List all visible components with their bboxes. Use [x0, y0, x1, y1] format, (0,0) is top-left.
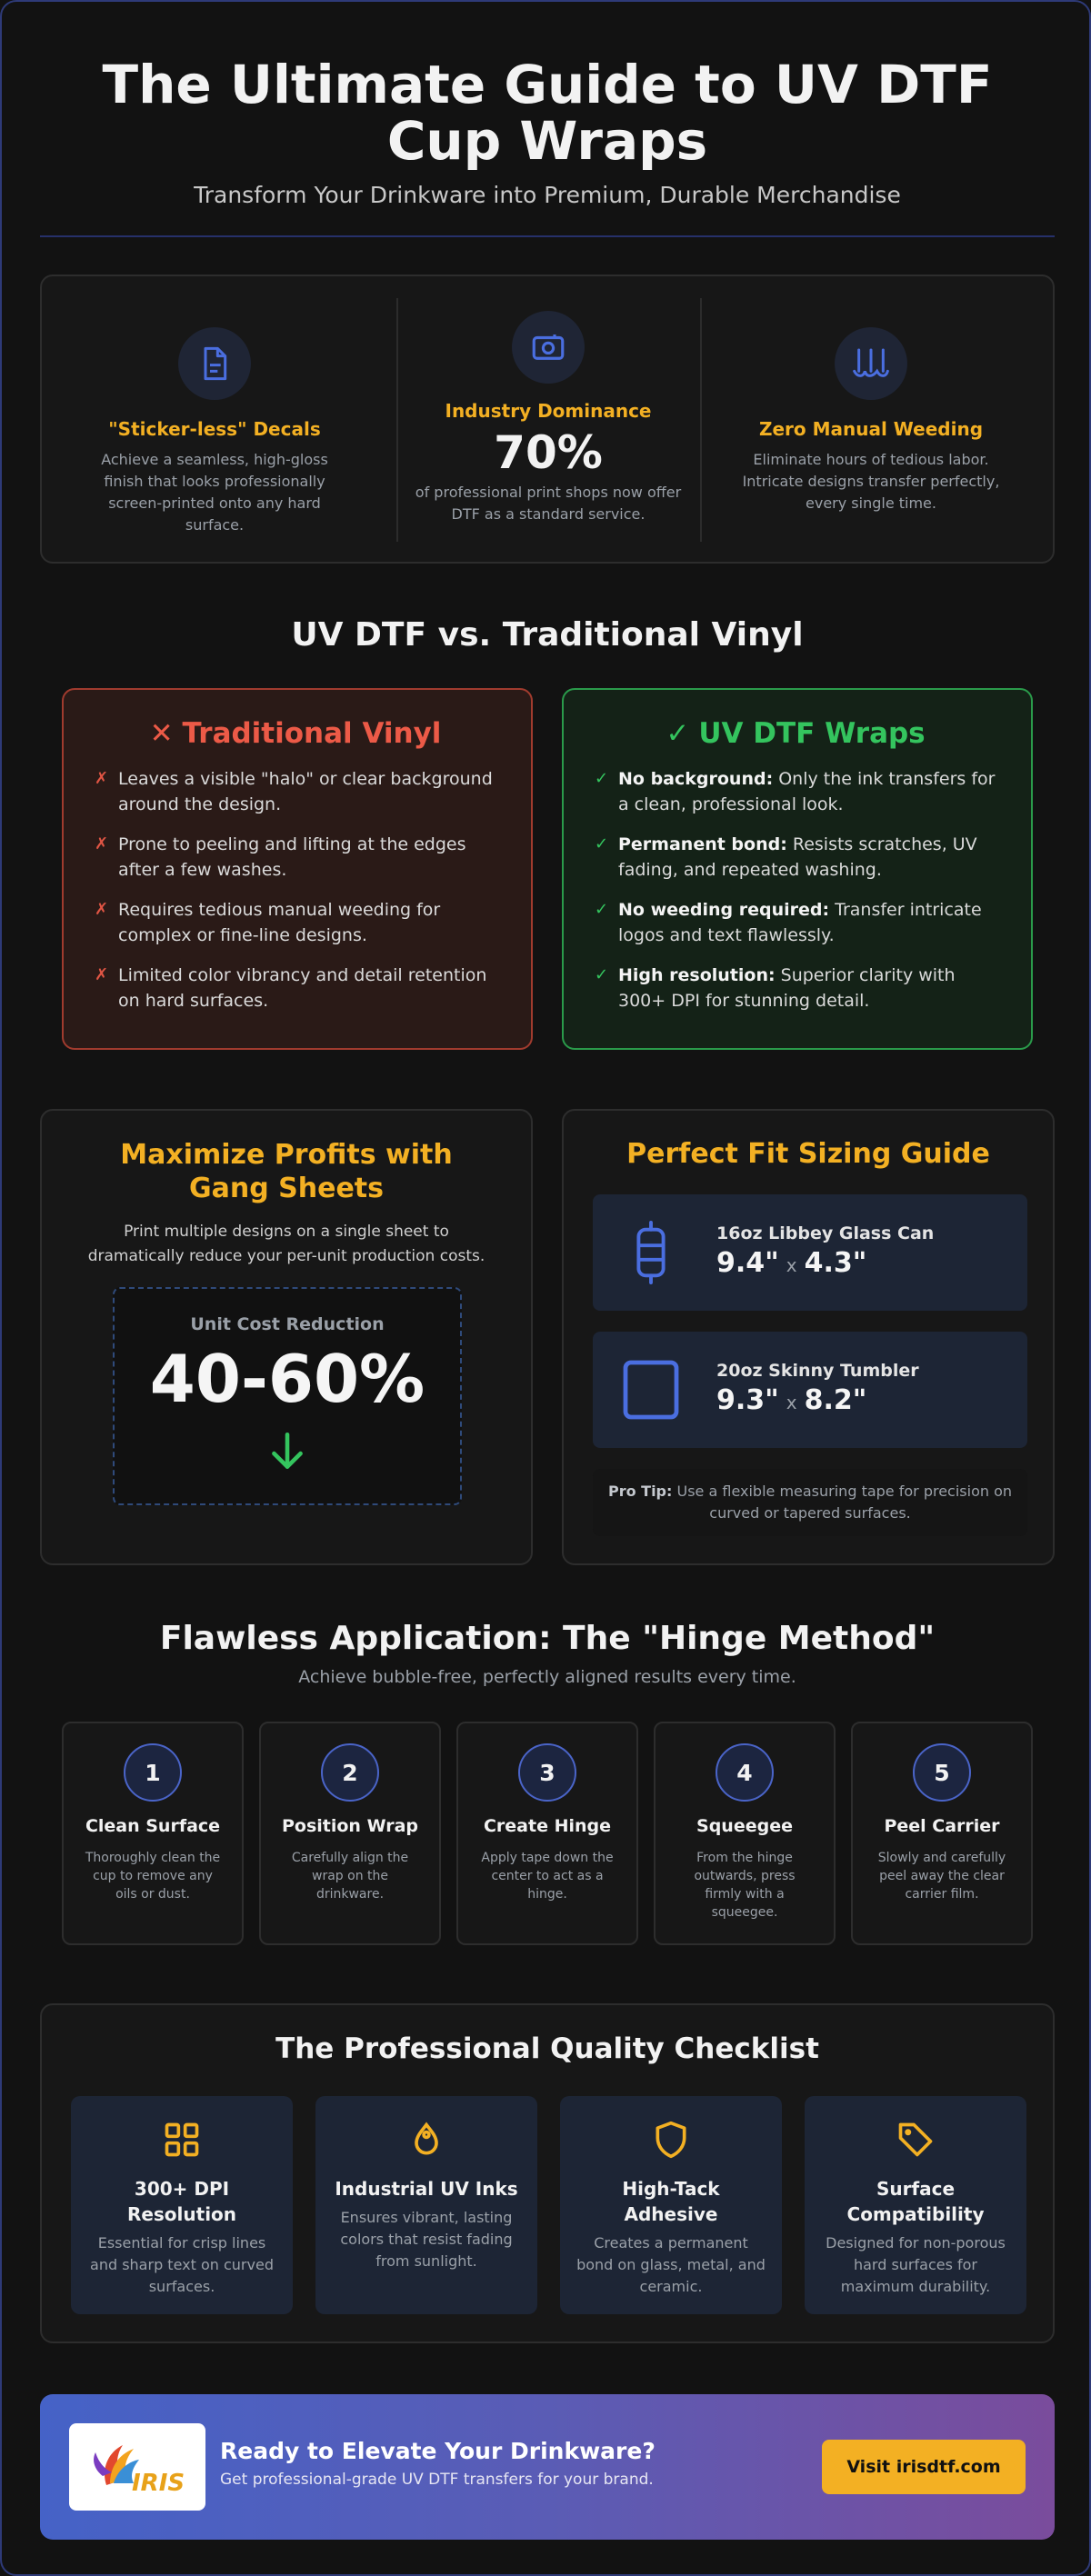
- camera-icon: [512, 311, 585, 384]
- size-height: 4.3": [804, 1247, 867, 1279]
- tumbler-icon: [620, 1357, 682, 1423]
- size-times: x: [786, 1254, 797, 1276]
- divider: [700, 298, 702, 542]
- checklist-card: [315, 2096, 537, 2314]
- document-icon: [178, 327, 251, 400]
- feature-desc: of professional print shops now offer DTF as a standard service.: [415, 484, 682, 523]
- step-desc: Carefully align the wrap on the drinkware.: [291, 1851, 409, 1902]
- check-icon: ✓: [595, 834, 609, 854]
- cta-subtitle: Get professional-grade UV DTF transfers for your brand.: [220, 2471, 654, 2489]
- visit-site-button[interactable]: Visit irisdtf.com: [822, 2440, 1026, 2494]
- step-card: [259, 1722, 441, 1945]
- check-icon: ✓: [595, 769, 609, 788]
- size-card-tumbler: [593, 1332, 1027, 1448]
- step-desc: Apply tape down the center to act as a hinge.: [481, 1851, 614, 1902]
- dtf-title-text: UV DTF Wraps: [698, 717, 926, 750]
- pro-tip: [593, 1469, 1027, 1536]
- checklist-desc: Essential for crisp lines and sharp text on curved surfaces.: [90, 2234, 274, 2295]
- item-rest: Only the ink transfers for a clean, professional look.: [618, 769, 996, 814]
- features-panel: [40, 275, 1055, 564]
- item-bold: No background:: [618, 769, 774, 789]
- feature-stat: 70%: [494, 426, 603, 479]
- item-text: Requires tedious manual weeding for complex or fine-line designs.: [118, 900, 441, 945]
- iris-logo: [69, 2423, 205, 2511]
- checklist-desc: Designed for non-porous hard surfaces for maximum durability.: [826, 2234, 1006, 2295]
- checklist-title: 300+ DPI Resolution: [126, 2178, 237, 2225]
- page-subtitle: Transform Your Drinkware into Premium, Durable Merchandise: [194, 182, 901, 208]
- step-desc: Thoroughly clean the cup to remove any oils or dust.: [85, 1851, 221, 1902]
- cta-banner: [40, 2394, 1055, 2540]
- step-title: Position Wrap: [281, 1816, 418, 1836]
- feature-title: Industry Dominance: [445, 400, 652, 422]
- can-icon: [620, 1220, 682, 1285]
- feature-title: Zero Manual Weeding: [758, 418, 984, 440]
- profits-panel: [40, 1109, 533, 1565]
- item-text: Leaves a visible "halo" or clear background around the design.: [118, 769, 493, 814]
- page-title: The Ultimate Guide to UV DTF Cup Wraps: [102, 54, 993, 172]
- vinyl-title: [91, 717, 500, 750]
- item-text: [618, 897, 1000, 948]
- item-text: [618, 766, 1000, 817]
- close-icon: ✕: [149, 717, 174, 750]
- item-bold: Permanent bond:: [618, 834, 787, 854]
- check-icon: ✓: [595, 965, 609, 984]
- feature-desc: Eliminate hours of tedious labor. Intricate designs transfer perfectly, every single time.: [742, 451, 1000, 512]
- cta-title: Ready to Elevate Your Drinkware?: [220, 2438, 656, 2464]
- feature-desc: Achieve a seamless, high-gloss finish that looks professionally screen-printed onto any hard surface.: [101, 451, 328, 534]
- comparison-heading: UV DTF vs. Traditional Vinyl: [291, 616, 804, 654]
- list-item: [91, 766, 500, 817]
- check-icon: ✓: [666, 717, 690, 750]
- header-divider: [40, 235, 1055, 237]
- checklist-desc: Ensures vibrant, lasting colors that resist fading from sunlight.: [340, 2209, 513, 2270]
- step-number: 2: [321, 1743, 379, 1802]
- check-icon: ✓: [595, 900, 609, 919]
- step-card: [654, 1722, 836, 1945]
- application-heading: Flawless Application: The "Hinge Method": [159, 1620, 936, 1657]
- size-times: x: [786, 1392, 797, 1413]
- checklist-title: Industrial UV Inks: [335, 2178, 518, 2200]
- grid-icon: [71, 2118, 293, 2162]
- vinyl-card: [62, 688, 533, 1050]
- item-bold: No weeding required:: [618, 900, 830, 920]
- sizing-title: Perfect Fit Sizing Guide: [626, 1138, 990, 1170]
- step-desc: Slowly and carefully peel away the clear carrier film.: [877, 1851, 1006, 1902]
- size-name: 20oz Skinny Tumbler: [716, 1361, 919, 1381]
- peel-icon: [835, 327, 907, 400]
- divider: [396, 298, 398, 542]
- cross-icon: ✗: [95, 834, 109, 854]
- vinyl-list: [91, 766, 500, 1013]
- step-number: 4: [716, 1743, 774, 1802]
- step-title: Squeegee: [696, 1816, 793, 1836]
- item-rest: Transfer intricate logos and text flawlessly.: [618, 900, 982, 945]
- checklist-card: [805, 2096, 1026, 2314]
- step-card: [851, 1722, 1033, 1945]
- profits-desc: Print multiple designs on a single sheet to dramatically reduce your per-unit production costs.: [87, 1223, 485, 1265]
- checklist-card: [71, 2096, 293, 2314]
- item-text: Limited color vibrancy and detail retention on hard surfaces.: [118, 965, 487, 1011]
- cross-icon: ✗: [95, 965, 109, 984]
- item-text: [618, 963, 1000, 1013]
- size-width: 9.4": [716, 1247, 779, 1279]
- sizing-panel: [562, 1109, 1055, 1565]
- dtf-list: [591, 766, 1000, 1013]
- item-text: [618, 832, 1000, 883]
- size-card-can: [593, 1194, 1027, 1311]
- size-dimensions: [716, 1247, 866, 1279]
- step-title: Create Hinge: [483, 1816, 612, 1836]
- ink-drop-icon: [315, 2118, 537, 2162]
- checklist-desc: Creates a permanent bond on glass, metal, and ceramic.: [576, 2234, 766, 2295]
- shield-icon: [560, 2118, 782, 2162]
- svg-text:IRIS: IRIS: [132, 2470, 185, 2497]
- checklist-card: [560, 2096, 782, 2314]
- step-title: Clean Surface: [85, 1816, 221, 1836]
- arrow-down-icon: [115, 1429, 460, 1478]
- step-number: 3: [518, 1743, 576, 1802]
- tag-icon: [805, 2118, 1026, 2162]
- unit-cost-label: Unit Cost Reduction: [190, 1314, 385, 1334]
- item-rest: Superior clarity with 300+ DPI for stunning detail.: [618, 965, 956, 1011]
- feature-industry: [400, 276, 696, 562]
- unit-cost-box: [113, 1287, 462, 1505]
- step-number: 5: [913, 1743, 971, 1802]
- cross-icon: ✗: [95, 900, 109, 919]
- list-item: [591, 832, 1000, 883]
- step-title: Peel Carrier: [884, 1816, 1000, 1836]
- step-number: 1: [124, 1743, 182, 1802]
- list-item: [591, 766, 1000, 817]
- step-card: [62, 1722, 244, 1945]
- step-card: [456, 1722, 638, 1945]
- size-width: 9.3": [716, 1384, 779, 1416]
- checklist-title: Surface Compatibility: [846, 2178, 985, 2225]
- feature-title: "Sticker-less" Decals: [108, 418, 321, 440]
- cross-icon: ✗: [95, 769, 109, 788]
- size-height: 8.2": [804, 1384, 867, 1416]
- vinyl-title-text: Traditional Vinyl: [182, 717, 442, 750]
- checklist-title: High-Tack Adhesive: [622, 2178, 720, 2225]
- size-name: 16oz Libbey Glass Can: [716, 1223, 935, 1243]
- step-desc: From the hinge outwards, press firmly with a squeegee.: [694, 1851, 796, 1920]
- checklist-heading: The Professional Quality Checklist: [275, 2032, 819, 2065]
- feature-zero-weeding: [706, 276, 1036, 562]
- item-rest: Resists scratches, UV fading, and repeated washing.: [618, 834, 977, 880]
- list-item: [91, 897, 500, 948]
- item-text: Prone to peeling and lifting at the edges after a few washes.: [118, 834, 466, 880]
- pro-tip-text: Use a flexible measuring tape for precision on curved or tapered surfaces.: [672, 1483, 1013, 1522]
- list-item: [91, 832, 500, 883]
- unit-cost-value: 40-60%: [149, 1341, 425, 1417]
- profits-title: Maximize Profits with Gang Sheets: [120, 1139, 453, 1204]
- dtf-card: [562, 688, 1033, 1050]
- header: [2, 56, 1091, 208]
- size-dimensions: [716, 1384, 866, 1416]
- feature-sticker-less: [60, 276, 369, 562]
- checklist-panel: [40, 2003, 1055, 2343]
- list-item: [591, 897, 1000, 948]
- dtf-title: [591, 717, 1000, 750]
- pro-tip-label: Pro Tip:: [607, 1483, 673, 1500]
- list-item: [91, 963, 500, 1013]
- item-bold: High resolution:: [618, 965, 776, 985]
- list-item: [591, 963, 1000, 1013]
- application-subheading: Achieve bubble-free, perfectly aligned results every time.: [298, 1667, 796, 1687]
